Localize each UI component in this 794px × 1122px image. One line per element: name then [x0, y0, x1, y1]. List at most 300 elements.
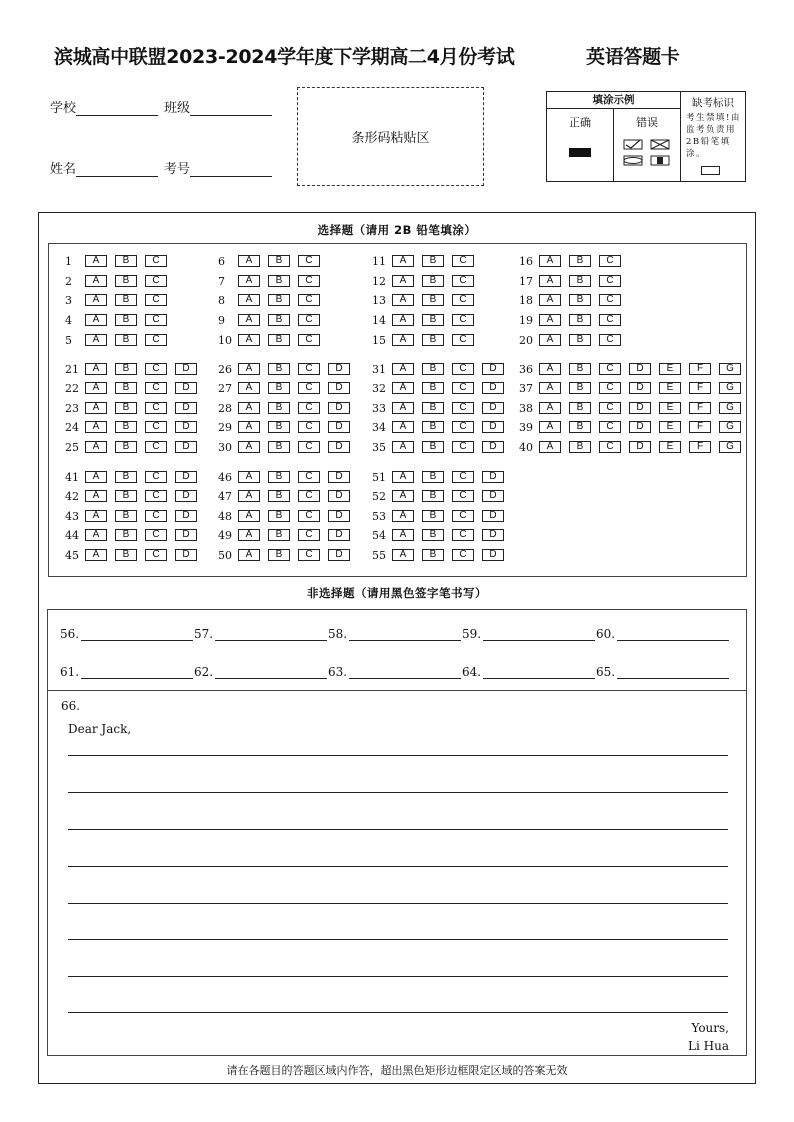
question-number: 37: [519, 381, 533, 395]
option-b-bubble[interactable]: B: [422, 471, 444, 483]
question-number: 55: [372, 548, 386, 562]
option-b-bubble[interactable]: B: [422, 402, 444, 414]
option-a-bubble[interactable]: A: [392, 402, 414, 414]
option-d-bubble[interactable]: D: [175, 510, 197, 522]
option-b-bubble[interactable]: B: [115, 471, 137, 483]
question-42: [65, 489, 205, 503]
option-f-bubble[interactable]: F: [689, 363, 711, 375]
essay-number: 66.: [61, 699, 81, 713]
option-a-bubble[interactable]: A: [85, 402, 107, 414]
option-c-bubble[interactable]: C: [145, 402, 167, 414]
answer-blank[interactable]: [617, 629, 729, 641]
option-d-bubble[interactable]: D: [328, 510, 350, 522]
question-6: [218, 254, 328, 268]
option-g-bubble[interactable]: G: [719, 402, 741, 414]
option-a-bubble[interactable]: A: [85, 294, 107, 306]
option-c-bubble[interactable]: C: [452, 255, 474, 267]
name-field[interactable]: [76, 163, 158, 177]
option-d-bubble[interactable]: D: [629, 441, 651, 453]
option-d-bubble[interactable]: D: [175, 421, 197, 433]
option-a-bubble[interactable]: A: [238, 255, 260, 267]
option-c-bubble[interactable]: C: [298, 471, 320, 483]
option-a-bubble[interactable]: A: [85, 421, 107, 433]
option-c-bubble[interactable]: C: [599, 421, 621, 433]
option-c-bubble[interactable]: C: [452, 529, 474, 541]
option-g-bubble[interactable]: G: [719, 363, 741, 375]
option-e-bubble[interactable]: E: [659, 402, 681, 414]
option-d-bubble[interactable]: D: [328, 471, 350, 483]
question-53: [372, 509, 512, 523]
option-e-bubble[interactable]: E: [659, 382, 681, 394]
writing-line[interactable]: [68, 829, 728, 830]
option-a-bubble[interactable]: A: [85, 363, 107, 375]
option-d-bubble[interactable]: D: [328, 402, 350, 414]
option-b-bubble[interactable]: B: [268, 275, 290, 287]
option-d-bubble[interactable]: D: [328, 363, 350, 375]
school-class-row: [50, 97, 272, 116]
option-c-bubble[interactable]: C: [452, 334, 474, 346]
option-d-bubble[interactable]: D: [175, 471, 197, 483]
option-d-bubble[interactable]: D: [482, 490, 504, 502]
option-b-bubble[interactable]: B: [268, 402, 290, 414]
option-c-bubble[interactable]: C: [298, 294, 320, 306]
option-a-bubble[interactable]: A: [539, 314, 561, 326]
option-a-bubble[interactable]: A: [238, 314, 260, 326]
option-a-bubble[interactable]: A: [392, 275, 414, 287]
writing-line[interactable]: [68, 939, 728, 940]
option-a-bubble[interactable]: A: [85, 314, 107, 326]
option-d-bubble[interactable]: D: [328, 421, 350, 433]
option-a-bubble[interactable]: A: [539, 382, 561, 394]
option-a-bubble[interactable]: A: [85, 490, 107, 502]
option-b-bubble[interactable]: B: [422, 255, 444, 267]
option-b-bubble[interactable]: B: [115, 402, 137, 414]
option-f-bubble[interactable]: F: [689, 421, 711, 433]
fill-sample-title: 填涂示例: [547, 92, 680, 109]
option-a-bubble[interactable]: A: [392, 255, 414, 267]
option-c-bubble[interactable]: C: [298, 255, 320, 267]
option-c-bubble[interactable]: C: [599, 441, 621, 453]
option-d-bubble[interactable]: D: [175, 529, 197, 541]
option-a-bubble[interactable]: A: [85, 382, 107, 394]
answer-blank[interactable]: [617, 667, 729, 679]
option-c-bubble[interactable]: C: [452, 510, 474, 522]
option-a-bubble[interactable]: A: [539, 275, 561, 287]
option-f-bubble[interactable]: F: [689, 402, 711, 414]
question-number: 6: [218, 254, 225, 268]
option-b-bubble[interactable]: B: [569, 275, 591, 287]
option-b-bubble[interactable]: B: [115, 441, 137, 453]
option-c-bubble[interactable]: C: [145, 294, 167, 306]
option-c-bubble[interactable]: C: [452, 363, 474, 375]
question-number: 26: [218, 362, 232, 376]
option-b-bubble[interactable]: B: [569, 363, 591, 375]
option-b-bubble[interactable]: B: [268, 334, 290, 346]
option-c-bubble[interactable]: C: [452, 314, 474, 326]
option-a-bubble[interactable]: A: [539, 334, 561, 346]
option-b-bubble[interactable]: B: [569, 441, 591, 453]
option-a-bubble[interactable]: A: [238, 382, 260, 394]
option-d-bubble[interactable]: D: [482, 549, 504, 561]
question-39: [519, 420, 749, 434]
option-d-bubble[interactable]: D: [482, 363, 504, 375]
option-c-bubble[interactable]: C: [452, 275, 474, 287]
question-32: [372, 381, 512, 395]
school-field[interactable]: [76, 102, 158, 116]
option-b-bubble[interactable]: B: [268, 255, 290, 267]
option-b-bubble[interactable]: B: [115, 255, 137, 267]
answer-blank[interactable]: [215, 629, 327, 641]
question-number: 35: [372, 440, 386, 454]
option-a-bubble[interactable]: A: [392, 510, 414, 522]
fill-in-56: [60, 627, 193, 641]
essay-closing: [688, 1019, 729, 1055]
question-31: [372, 362, 512, 376]
question-number: 38: [519, 401, 533, 415]
question-28: [218, 401, 358, 415]
option-a-bubble[interactable]: A: [392, 314, 414, 326]
option-c-bubble[interactable]: C: [145, 255, 167, 267]
option-d-bubble[interactable]: D: [482, 382, 504, 394]
option-b-bubble[interactable]: B: [268, 471, 290, 483]
option-a-bubble[interactable]: A: [392, 529, 414, 541]
option-b-bubble[interactable]: B: [115, 363, 137, 375]
question-7: [218, 274, 328, 288]
question-18: [519, 293, 629, 307]
fill-in-60: [596, 627, 729, 641]
option-c-bubble[interactable]: C: [599, 402, 621, 414]
option-b-bubble[interactable]: B: [569, 421, 591, 433]
option-d-bubble[interactable]: D: [629, 402, 651, 414]
option-a-bubble[interactable]: A: [238, 490, 260, 502]
option-b-bubble[interactable]: B: [569, 402, 591, 414]
question-number: 25: [65, 440, 79, 454]
writing-line[interactable]: [68, 792, 728, 793]
option-b-bubble[interactable]: B: [422, 421, 444, 433]
option-a-bubble[interactable]: A: [539, 402, 561, 414]
option-a-bubble[interactable]: A: [238, 441, 260, 453]
question-number: 8: [218, 293, 225, 307]
option-c-bubble[interactable]: C: [298, 441, 320, 453]
option-b-bubble[interactable]: B: [569, 294, 591, 306]
option-c-bubble[interactable]: C: [452, 549, 474, 561]
answer-blank[interactable]: [349, 667, 461, 679]
option-a-bubble[interactable]: A: [238, 549, 260, 561]
option-c-bubble[interactable]: C: [145, 275, 167, 287]
option-b-bubble[interactable]: B: [268, 363, 290, 375]
option-b-bubble[interactable]: B: [115, 314, 137, 326]
option-a-bubble[interactable]: A: [238, 334, 260, 346]
option-a-bubble[interactable]: A: [238, 421, 260, 433]
option-c-bubble[interactable]: C: [298, 382, 320, 394]
option-c-bubble[interactable]: C: [145, 334, 167, 346]
option-c-bubble[interactable]: C: [599, 382, 621, 394]
barcode-label: 条形码粘贴区: [351, 131, 430, 146]
question-number: 45: [65, 548, 79, 562]
option-d-bubble[interactable]: D: [482, 510, 504, 522]
question-number: 5: [65, 333, 72, 347]
option-d-bubble[interactable]: D: [629, 421, 651, 433]
option-b-bubble[interactable]: B: [422, 490, 444, 502]
fill-in-number: 60.: [596, 627, 616, 641]
option-c-bubble[interactable]: C: [145, 490, 167, 502]
option-b-bubble[interactable]: B: [115, 529, 137, 541]
question-number: 21: [65, 362, 79, 376]
option-c-bubble[interactable]: C: [298, 529, 320, 541]
option-g-bubble[interactable]: G: [719, 441, 741, 453]
exam-no-field[interactable]: [190, 163, 272, 177]
option-a-bubble[interactable]: A: [85, 471, 107, 483]
option-b-bubble[interactable]: B: [422, 294, 444, 306]
option-b-bubble[interactable]: B: [115, 510, 137, 522]
option-a-bubble[interactable]: A: [539, 441, 561, 453]
option-b-bubble[interactable]: B: [422, 275, 444, 287]
option-a-bubble[interactable]: A: [238, 529, 260, 541]
question-number: 15: [372, 333, 386, 347]
option-b-bubble[interactable]: B: [268, 549, 290, 561]
option-a-bubble[interactable]: A: [392, 421, 414, 433]
option-c-bubble[interactable]: C: [298, 421, 320, 433]
option-b-bubble[interactable]: B: [115, 490, 137, 502]
option-b-bubble[interactable]: B: [569, 314, 591, 326]
option-b-bubble[interactable]: B: [268, 314, 290, 326]
option-f-bubble[interactable]: F: [689, 441, 711, 453]
option-a-bubble[interactable]: A: [85, 334, 107, 346]
option-a-bubble[interactable]: A: [238, 402, 260, 414]
option-d-bubble[interactable]: D: [175, 382, 197, 394]
option-c-bubble[interactable]: C: [298, 510, 320, 522]
option-d-bubble[interactable]: D: [482, 471, 504, 483]
option-b-bubble[interactable]: B: [569, 255, 591, 267]
question-3: [65, 293, 175, 307]
absent-mark-box[interactable]: [701, 166, 720, 175]
option-c-bubble[interactable]: C: [298, 275, 320, 287]
question-36: [519, 362, 749, 376]
option-b-bubble[interactable]: B: [115, 382, 137, 394]
question-8: [218, 293, 328, 307]
option-a-bubble[interactable]: A: [392, 471, 414, 483]
question-1: [65, 254, 175, 268]
option-a-bubble[interactable]: A: [392, 382, 414, 394]
option-c-bubble[interactable]: C: [145, 382, 167, 394]
question-number: 27: [218, 381, 232, 395]
question-29: [218, 420, 358, 434]
option-a-bubble[interactable]: A: [85, 529, 107, 541]
option-a-bubble[interactable]: A: [539, 255, 561, 267]
option-g-bubble[interactable]: G: [719, 382, 741, 394]
question-10: [218, 333, 328, 347]
option-b-bubble[interactable]: B: [268, 294, 290, 306]
option-b-bubble[interactable]: B: [268, 421, 290, 433]
option-a-bubble[interactable]: A: [85, 441, 107, 453]
option-b-bubble[interactable]: B: [115, 421, 137, 433]
option-c-bubble[interactable]: C: [145, 314, 167, 326]
option-c-bubble[interactable]: C: [599, 334, 621, 346]
writing-line[interactable]: [68, 755, 728, 756]
option-d-bubble[interactable]: D: [175, 490, 197, 502]
option-a-bubble[interactable]: A: [85, 510, 107, 522]
option-c-bubble[interactable]: C: [298, 549, 320, 561]
closing-text: Yours,: [691, 1021, 729, 1035]
essay-section: [47, 691, 747, 1056]
question-21: [65, 362, 205, 376]
option-c-bubble[interactable]: C: [452, 441, 474, 453]
question-5: [65, 333, 175, 347]
option-c-bubble[interactable]: C: [452, 421, 474, 433]
writing-line[interactable]: [68, 866, 728, 867]
option-b-bubble[interactable]: B: [115, 294, 137, 306]
question-55: [372, 548, 512, 562]
option-b-bubble[interactable]: B: [115, 334, 137, 346]
option-d-bubble[interactable]: D: [328, 382, 350, 394]
option-b-bubble[interactable]: B: [268, 382, 290, 394]
absent-title: 缺考标识: [692, 97, 734, 109]
option-b-bubble[interactable]: B: [422, 549, 444, 561]
question-number: 10: [218, 333, 232, 347]
option-a-bubble[interactable]: A: [539, 363, 561, 375]
option-a-bubble[interactable]: A: [238, 294, 260, 306]
option-f-bubble[interactable]: F: [689, 382, 711, 394]
writing-line[interactable]: [68, 976, 728, 977]
option-c-bubble[interactable]: C: [452, 382, 474, 394]
question-4: [65, 313, 175, 327]
absent-note: 考生禁填!由监考负责用2B铅笔填涂。: [686, 113, 741, 159]
option-d-bubble[interactable]: D: [328, 529, 350, 541]
option-b-bubble[interactable]: B: [422, 441, 444, 453]
exam-title: 滨城高中联盟2023-2024学年度下学期高二4月份考试: [54, 46, 515, 68]
option-a-bubble[interactable]: A: [85, 275, 107, 287]
option-d-bubble[interactable]: D: [629, 382, 651, 394]
essay-greeting: Dear Jack,: [68, 722, 132, 736]
option-a-bubble[interactable]: A: [238, 363, 260, 375]
option-b-bubble[interactable]: B: [422, 510, 444, 522]
question-52: [372, 489, 512, 503]
option-a-bubble[interactable]: A: [238, 275, 260, 287]
question-number: 3: [65, 293, 72, 307]
question-number: 40: [519, 440, 533, 454]
option-d-bubble[interactable]: D: [328, 490, 350, 502]
question-number: 33: [372, 401, 386, 415]
option-b-bubble[interactable]: B: [268, 441, 290, 453]
answer-blank[interactable]: [81, 667, 193, 679]
option-c-bubble[interactable]: C: [599, 275, 621, 287]
option-c-bubble[interactable]: C: [298, 402, 320, 414]
option-a-bubble[interactable]: A: [238, 471, 260, 483]
answer-blank[interactable]: [81, 629, 193, 641]
option-d-bubble[interactable]: D: [482, 402, 504, 414]
option-d-bubble[interactable]: D: [175, 549, 197, 561]
writing-line[interactable]: [68, 1012, 728, 1013]
question-number: 46: [218, 470, 232, 484]
option-a-bubble[interactable]: A: [392, 363, 414, 375]
option-d-bubble[interactable]: D: [328, 549, 350, 561]
option-a-bubble[interactable]: A: [392, 294, 414, 306]
option-c-bubble[interactable]: C: [145, 421, 167, 433]
question-number: 39: [519, 420, 533, 434]
question-number: 32: [372, 381, 386, 395]
option-a-bubble[interactable]: A: [392, 334, 414, 346]
question-48: [218, 509, 358, 523]
option-c-bubble[interactable]: C: [145, 549, 167, 561]
option-b-bubble[interactable]: B: [569, 382, 591, 394]
option-d-bubble[interactable]: D: [175, 441, 197, 453]
answer-blank[interactable]: [483, 629, 595, 641]
option-a-bubble[interactable]: A: [238, 510, 260, 522]
option-b-bubble[interactable]: B: [268, 490, 290, 502]
option-e-bubble[interactable]: E: [659, 441, 681, 453]
fill-in-number: 62.: [194, 665, 214, 679]
option-d-bubble[interactable]: D: [482, 529, 504, 541]
option-c-bubble[interactable]: C: [145, 471, 167, 483]
question-number: 49: [218, 528, 232, 542]
option-d-bubble[interactable]: D: [175, 402, 197, 414]
class-field[interactable]: [190, 102, 272, 116]
option-e-bubble[interactable]: E: [659, 421, 681, 433]
option-g-bubble[interactable]: G: [719, 421, 741, 433]
option-c-bubble[interactable]: C: [298, 314, 320, 326]
option-b-bubble[interactable]: B: [569, 334, 591, 346]
option-b-bubble[interactable]: B: [115, 275, 137, 287]
option-c-bubble[interactable]: C: [452, 490, 474, 502]
option-c-bubble[interactable]: C: [298, 334, 320, 346]
option-d-bubble[interactable]: D: [629, 363, 651, 375]
option-a-bubble[interactable]: A: [85, 255, 107, 267]
option-c-bubble[interactable]: C: [298, 490, 320, 502]
option-a-bubble[interactable]: A: [392, 549, 414, 561]
option-c-bubble[interactable]: C: [145, 529, 167, 541]
option-d-bubble[interactable]: D: [328, 441, 350, 453]
option-a-bubble[interactable]: A: [85, 549, 107, 561]
option-a-bubble[interactable]: A: [392, 490, 414, 502]
question-24: [65, 420, 205, 434]
option-b-bubble[interactable]: B: [422, 363, 444, 375]
option-c-bubble[interactable]: C: [452, 471, 474, 483]
option-c-bubble[interactable]: C: [145, 510, 167, 522]
option-e-bubble[interactable]: E: [659, 363, 681, 375]
question-number: 24: [65, 420, 79, 434]
option-b-bubble[interactable]: B: [422, 314, 444, 326]
writing-line[interactable]: [68, 903, 728, 904]
option-c-bubble[interactable]: C: [298, 363, 320, 375]
option-a-bubble[interactable]: A: [539, 421, 561, 433]
option-c-bubble[interactable]: C: [452, 294, 474, 306]
option-c-bubble[interactable]: C: [599, 363, 621, 375]
option-c-bubble[interactable]: C: [145, 441, 167, 453]
option-a-bubble[interactable]: A: [392, 441, 414, 453]
option-a-bubble[interactable]: A: [539, 294, 561, 306]
option-b-bubble[interactable]: B: [422, 382, 444, 394]
option-b-bubble[interactable]: B: [115, 549, 137, 561]
option-c-bubble[interactable]: C: [599, 314, 621, 326]
question-34: [372, 420, 512, 434]
option-d-bubble[interactable]: D: [482, 421, 504, 433]
option-b-bubble[interactable]: B: [422, 529, 444, 541]
option-c-bubble[interactable]: C: [599, 255, 621, 267]
option-d-bubble[interactable]: D: [175, 363, 197, 375]
option-d-bubble[interactable]: D: [482, 441, 504, 453]
option-b-bubble[interactable]: B: [268, 529, 290, 541]
option-b-bubble[interactable]: B: [422, 334, 444, 346]
option-c-bubble[interactable]: C: [452, 402, 474, 414]
answer-blank[interactable]: [349, 629, 461, 641]
option-c-bubble[interactable]: C: [145, 363, 167, 375]
question-45: [65, 548, 205, 562]
option-b-bubble[interactable]: B: [268, 510, 290, 522]
answer-blank[interactable]: [215, 667, 327, 679]
question-40: [519, 440, 749, 454]
option-c-bubble[interactable]: C: [599, 294, 621, 306]
answer-blank[interactable]: [483, 667, 595, 679]
